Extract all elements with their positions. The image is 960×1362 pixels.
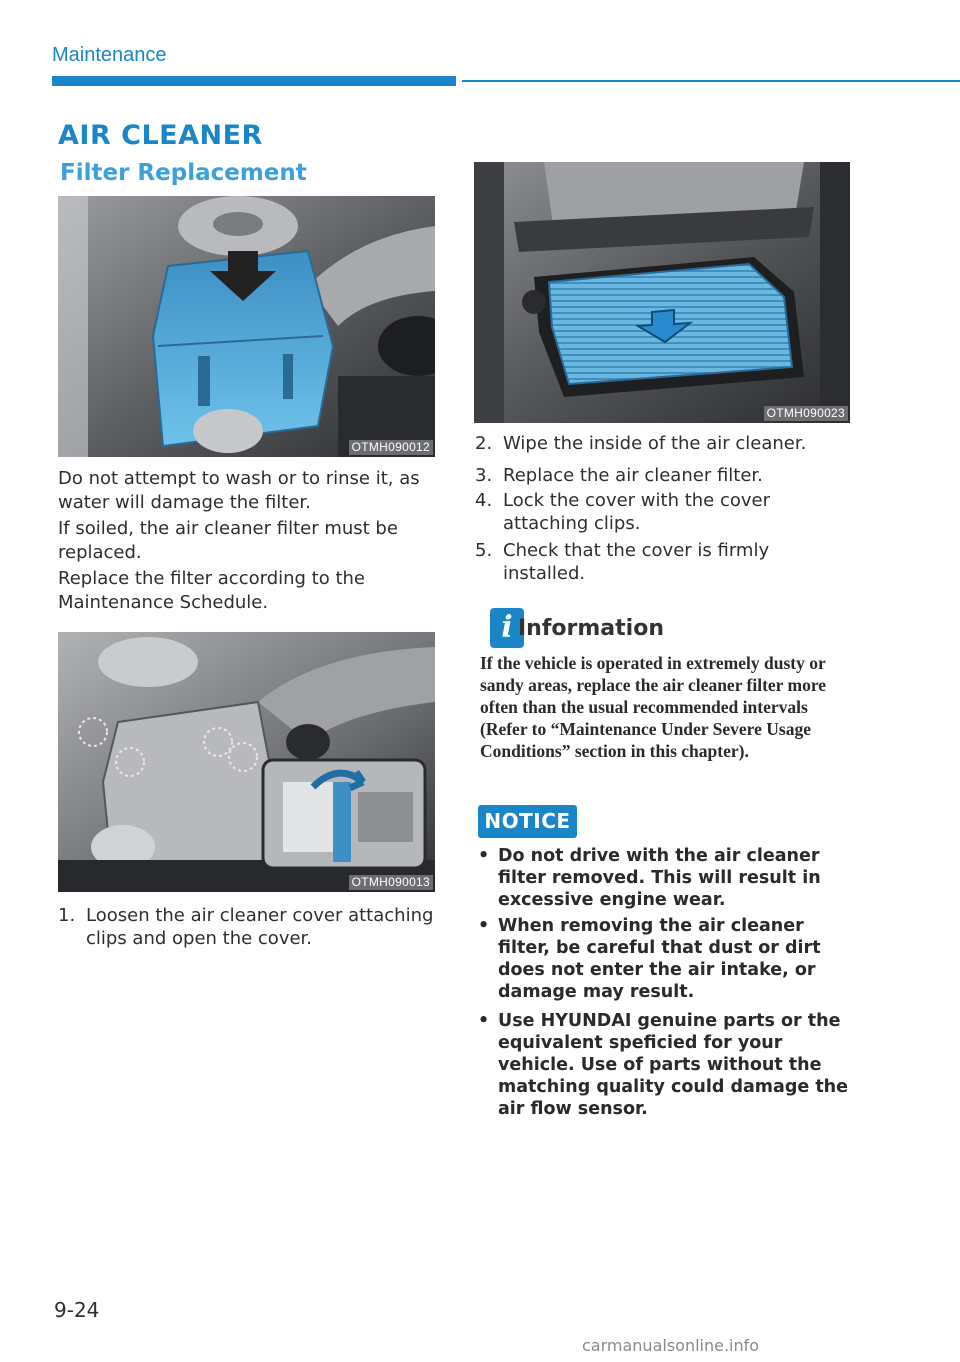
section-heading: AIR CLEANER <box>58 120 263 151</box>
intro-paragraph-3: Replace the filter according to the Maintenance Schedule. <box>58 568 366 613</box>
figure-code: OTMH090013 <box>349 875 433 890</box>
notice-item-text: Do not drive with the air cleaner filter removed. This will result in excessive engine wear. <box>498 846 821 910</box>
notice-item <box>478 845 858 911</box>
step-item <box>475 489 855 535</box>
information-label: Information <box>518 616 664 641</box>
sub-heading: Filter Replacement <box>60 160 307 186</box>
notice-item <box>478 1010 858 1120</box>
step-text: Check that the cover is firmly installed. <box>503 540 770 584</box>
notice-badge <box>478 805 577 838</box>
information-icon-glyph: i <box>501 610 513 645</box>
step-text: Lock the cover with the cover attaching clips. <box>503 490 770 534</box>
step-item <box>475 539 855 585</box>
page-number: 9-24 <box>54 1298 100 1322</box>
intro-paragraph-2: If soiled, the air cleaner filter must be replaced. <box>58 518 398 563</box>
step-number: 4. <box>475 490 493 511</box>
step-text: Loosen the air cleaner cover attaching clips and open the cover. <box>86 905 434 949</box>
step-number: 1. <box>58 905 76 926</box>
step-item <box>475 432 855 455</box>
step-number: 2. <box>475 433 493 454</box>
bullet-icon: • <box>478 1011 490 1031</box>
figure-code: OTMH090012 <box>349 440 433 455</box>
figure-filter-insert <box>474 162 850 423</box>
step-number: 3. <box>475 465 493 486</box>
information-text: If the vehicle is operated in extremely dusty or sandy areas, replace the air cleaner filter more often than the usual recommended intervals (Refer to “Maintenance Under Severe Usage Conditions” section in this chapter). <box>480 653 827 761</box>
engine-photo-illustration <box>474 162 850 423</box>
engine-photo-illustration <box>58 196 435 457</box>
header-rule-thick <box>52 76 456 86</box>
step-number: 5. <box>475 540 493 561</box>
step-item <box>58 904 438 950</box>
figure-code: OTMH090023 <box>764 406 848 421</box>
step-text: Replace the air cleaner filter. <box>503 465 763 486</box>
watermark: carmanualsonline.info <box>582 1336 760 1355</box>
figure-cover-clips <box>58 632 435 892</box>
header-rule-thin <box>462 80 960 82</box>
engine-photo-illustration <box>58 632 435 892</box>
step-item <box>475 464 855 487</box>
notice-item-text: When removing the air cleaner filter, be careful that dust or dirt does not enter the air intake, or damage may result. <box>498 916 821 1002</box>
bullet-icon: • <box>478 846 490 866</box>
intro-paragraph-1: Do not attempt to wash or to rinse it, as water will damage the filter. <box>58 468 420 513</box>
notice-item <box>478 915 858 1003</box>
bullet-icon: • <box>478 916 490 936</box>
notice-item-text: Use HYUNDAI genuine parts or the equivalent speficied for your vehicle. Use of parts without the matching quality could damage the air flow sensor. <box>498 1011 849 1119</box>
step-text: Wipe the inside of the air cleaner. <box>503 433 807 454</box>
notice-label: NOTICE <box>484 809 571 833</box>
header-title: Maintenance <box>52 44 167 66</box>
figure-air-cleaner-cover <box>58 196 435 457</box>
